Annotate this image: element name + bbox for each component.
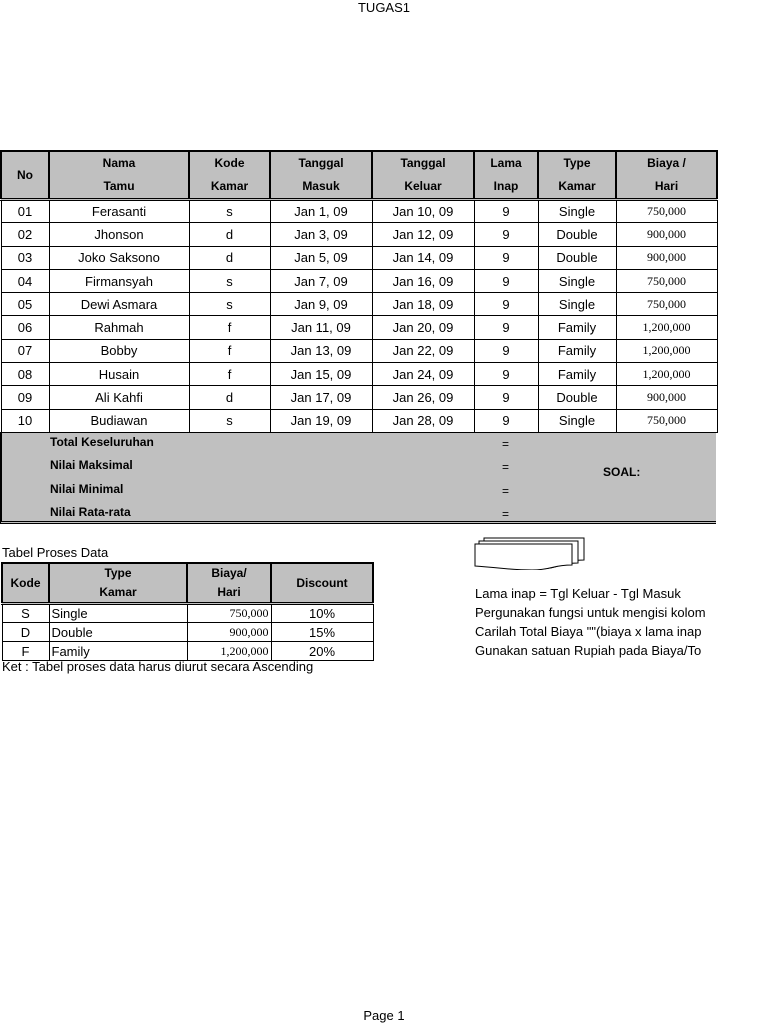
cell-no: 10 <box>1 409 49 432</box>
cell-type: Single <box>538 293 616 316</box>
cell-biaya: 1,200,000 <box>616 339 717 362</box>
cell-nama: Husain <box>49 363 189 386</box>
cell-nama: Ferasanti <box>49 200 189 223</box>
proc-cell-discount: 20% <box>271 642 373 661</box>
cell-kode: s <box>189 293 270 316</box>
summary-label-total: Total Keseluruhan <box>50 435 154 449</box>
cell-tgl-keluar: Jan 24, 09 <box>372 363 474 386</box>
table-row <box>1 269 717 292</box>
cell-type: Family <box>538 339 616 362</box>
cell-lama-inap: 9 <box>474 363 538 386</box>
proc-cell-kode: S <box>2 604 49 623</box>
proc-header-biaya-hari: Biaya/ Hari <box>187 563 271 604</box>
cell-tgl-keluar: Jan 16, 09 <box>372 269 474 292</box>
proc-cell-kode: F <box>2 642 49 661</box>
cell-no: 05 <box>1 293 49 316</box>
cell-lama-inap: 9 <box>474 269 538 292</box>
process-table-note: Ket : Tabel proses data harus diurut secara Ascending <box>2 659 314 674</box>
cell-biaya: 750,000 <box>616 269 717 292</box>
cell-no: 01 <box>1 200 49 223</box>
summary-equals: = <box>502 484 510 498</box>
cell-tgl-keluar: Jan 12, 09 <box>372 223 474 246</box>
cell-kode: d <box>189 246 270 269</box>
process-table-title: Tabel Proses Data <box>2 545 109 560</box>
proc-cell-biaya: 750,000 <box>187 604 271 623</box>
table-row <box>1 339 717 362</box>
cell-tgl-keluar: Jan 14, 09 <box>372 246 474 269</box>
cell-tgl-keluar: Jan 22, 09 <box>372 339 474 362</box>
proc-cell-biaya: 900,000 <box>187 623 271 642</box>
cell-type: Double <box>538 386 616 409</box>
note-line: Lama inap = Tgl Keluar - Tgl Masuk <box>475 586 681 601</box>
cell-type: Double <box>538 246 616 269</box>
cell-kode: s <box>189 409 270 432</box>
cell-kode: d <box>189 386 270 409</box>
cell-biaya: 1,200,000 <box>616 316 717 339</box>
cell-no: 02 <box>1 223 49 246</box>
table-row <box>1 293 717 316</box>
note-line: Pergunakan fungsi untuk mengisi kolom <box>475 605 706 620</box>
cell-lama-inap: 9 <box>474 246 538 269</box>
cell-tgl-masuk: Jan 7, 09 <box>270 269 372 292</box>
process-table-header <box>2 563 373 604</box>
table-row <box>1 223 717 246</box>
table-row <box>1 363 717 386</box>
cell-biaya: 750,000 <box>616 409 717 432</box>
cell-type: Single <box>538 200 616 223</box>
cell-type: Single <box>538 409 616 432</box>
cell-tgl-keluar: Jan 26, 09 <box>372 386 474 409</box>
cell-tgl-keluar: Jan 20, 09 <box>372 316 474 339</box>
cell-no: 08 <box>1 363 49 386</box>
header-nama-tamu: Nama Tamu <box>49 151 189 200</box>
process-table <box>1 562 374 661</box>
cell-type: Single <box>538 269 616 292</box>
instructions-notes <box>475 584 717 660</box>
table-row <box>2 623 373 642</box>
cell-tgl-masuk: Jan 17, 09 <box>270 386 372 409</box>
cell-kode: d <box>189 223 270 246</box>
cell-biaya: 750,000 <box>616 293 717 316</box>
page-title: TUGAS1 <box>357 0 410 15</box>
cell-no: 07 <box>1 339 49 362</box>
cell-tgl-masuk: Jan 9, 09 <box>270 293 372 316</box>
cell-kode: f <box>189 339 270 362</box>
cell-no: 03 <box>1 246 49 269</box>
proc-cell-kode: D <box>2 623 49 642</box>
cell-tgl-keluar: Jan 28, 09 <box>372 409 474 432</box>
cell-lama-inap: 9 <box>474 409 538 432</box>
cell-biaya: 900,000 <box>616 386 717 409</box>
table-row <box>1 409 717 432</box>
cell-nama: Ali Kahfi <box>49 386 189 409</box>
soal-label: SOAL: <box>603 465 641 479</box>
summary-equals: = <box>502 460 510 474</box>
cell-tgl-masuk: Jan 3, 09 <box>270 223 372 246</box>
table-row <box>2 642 373 661</box>
header-tanggal-keluar: Tanggal Keluar <box>372 151 474 200</box>
header-type-kamar: Type Kamar <box>538 151 616 200</box>
cell-kode: s <box>189 269 270 292</box>
table-row <box>1 200 717 223</box>
process-table-body <box>2 604 373 661</box>
proc-cell-biaya: 1,200,000 <box>187 642 271 661</box>
cell-kode: f <box>189 316 270 339</box>
cell-tgl-masuk: Jan 19, 09 <box>270 409 372 432</box>
cell-tgl-masuk: Jan 5, 09 <box>270 246 372 269</box>
proc-header-kode: Kode <box>2 563 49 604</box>
cell-no: 09 <box>1 386 49 409</box>
cell-lama-inap: 9 <box>474 223 538 246</box>
summary-label-min: Nilai Minimal <box>50 482 124 496</box>
table-row <box>1 386 717 409</box>
cell-lama-inap: 9 <box>474 316 538 339</box>
cell-nama: Rahmah <box>49 316 189 339</box>
cell-nama: Jhonson <box>49 223 189 246</box>
summary-equals: = <box>502 437 510 451</box>
note-line: Gunakan satuan Rupiah pada Biaya/To <box>475 643 702 658</box>
cell-type: Family <box>538 363 616 386</box>
guest-table <box>0 150 718 433</box>
cell-no: 06 <box>1 316 49 339</box>
stacked-documents-icon <box>474 536 586 573</box>
cell-biaya: 900,000 <box>616 246 717 269</box>
note-line: Carilah Total Biaya ""(biaya x lama inap <box>475 624 702 639</box>
guest-table-header <box>1 151 717 200</box>
summary-label-max: Nilai Maksimal <box>50 458 133 472</box>
proc-cell-type: Single <box>49 604 187 623</box>
table-row <box>2 604 373 623</box>
summary-panel <box>0 432 716 524</box>
cell-tgl-keluar: Jan 10, 09 <box>372 200 474 223</box>
cell-nama: Firmansyah <box>49 269 189 292</box>
cell-nama: Budiawan <box>49 409 189 432</box>
cell-type: Family <box>538 316 616 339</box>
cell-lama-inap: 9 <box>474 293 538 316</box>
cell-nama: Dewi Asmara <box>49 293 189 316</box>
summary-label-avg: Nilai Rata-rata <box>50 505 131 519</box>
cell-nama: Bobby <box>49 339 189 362</box>
page-footer: Page 1 <box>363 1008 405 1023</box>
header-lama-inap: Lama Inap <box>474 151 538 200</box>
cell-tgl-masuk: Jan 1, 09 <box>270 200 372 223</box>
cell-biaya: 750,000 <box>616 200 717 223</box>
cell-tgl-keluar: Jan 18, 09 <box>372 293 474 316</box>
proc-cell-type: Double <box>49 623 187 642</box>
cell-kode: f <box>189 363 270 386</box>
proc-cell-discount: 10% <box>271 604 373 623</box>
cell-tgl-masuk: Jan 15, 09 <box>270 363 372 386</box>
header-tanggal-masuk: Tanggal Masuk <box>270 151 372 200</box>
proc-header-type-kamar: Type Kamar <box>49 563 187 604</box>
cell-type: Double <box>538 223 616 246</box>
header-biaya-hari: Biaya / Hari <box>616 151 717 200</box>
table-row <box>1 246 717 269</box>
cell-nama: Joko Saksono <box>49 246 189 269</box>
cell-biaya: 1,200,000 <box>616 363 717 386</box>
cell-kode: s <box>189 200 270 223</box>
table-row <box>1 316 717 339</box>
proc-cell-discount: 15% <box>271 623 373 642</box>
cell-tgl-masuk: Jan 11, 09 <box>270 316 372 339</box>
header-no: No <box>1 151 49 200</box>
guest-table-body <box>1 200 717 433</box>
cell-lama-inap: 9 <box>474 339 538 362</box>
cell-lama-inap: 9 <box>474 386 538 409</box>
header-kode-kamar: Kode Kamar <box>189 151 270 200</box>
cell-lama-inap: 9 <box>474 200 538 223</box>
process-table-container <box>1 562 374 661</box>
cell-no: 04 <box>1 269 49 292</box>
proc-cell-type: Family <box>49 642 187 661</box>
proc-header-discount: Discount <box>271 563 373 604</box>
summary-equals: = <box>502 507 510 521</box>
cell-tgl-masuk: Jan 13, 09 <box>270 339 372 362</box>
cell-biaya: 900,000 <box>616 223 717 246</box>
guest-table-container <box>0 150 716 433</box>
